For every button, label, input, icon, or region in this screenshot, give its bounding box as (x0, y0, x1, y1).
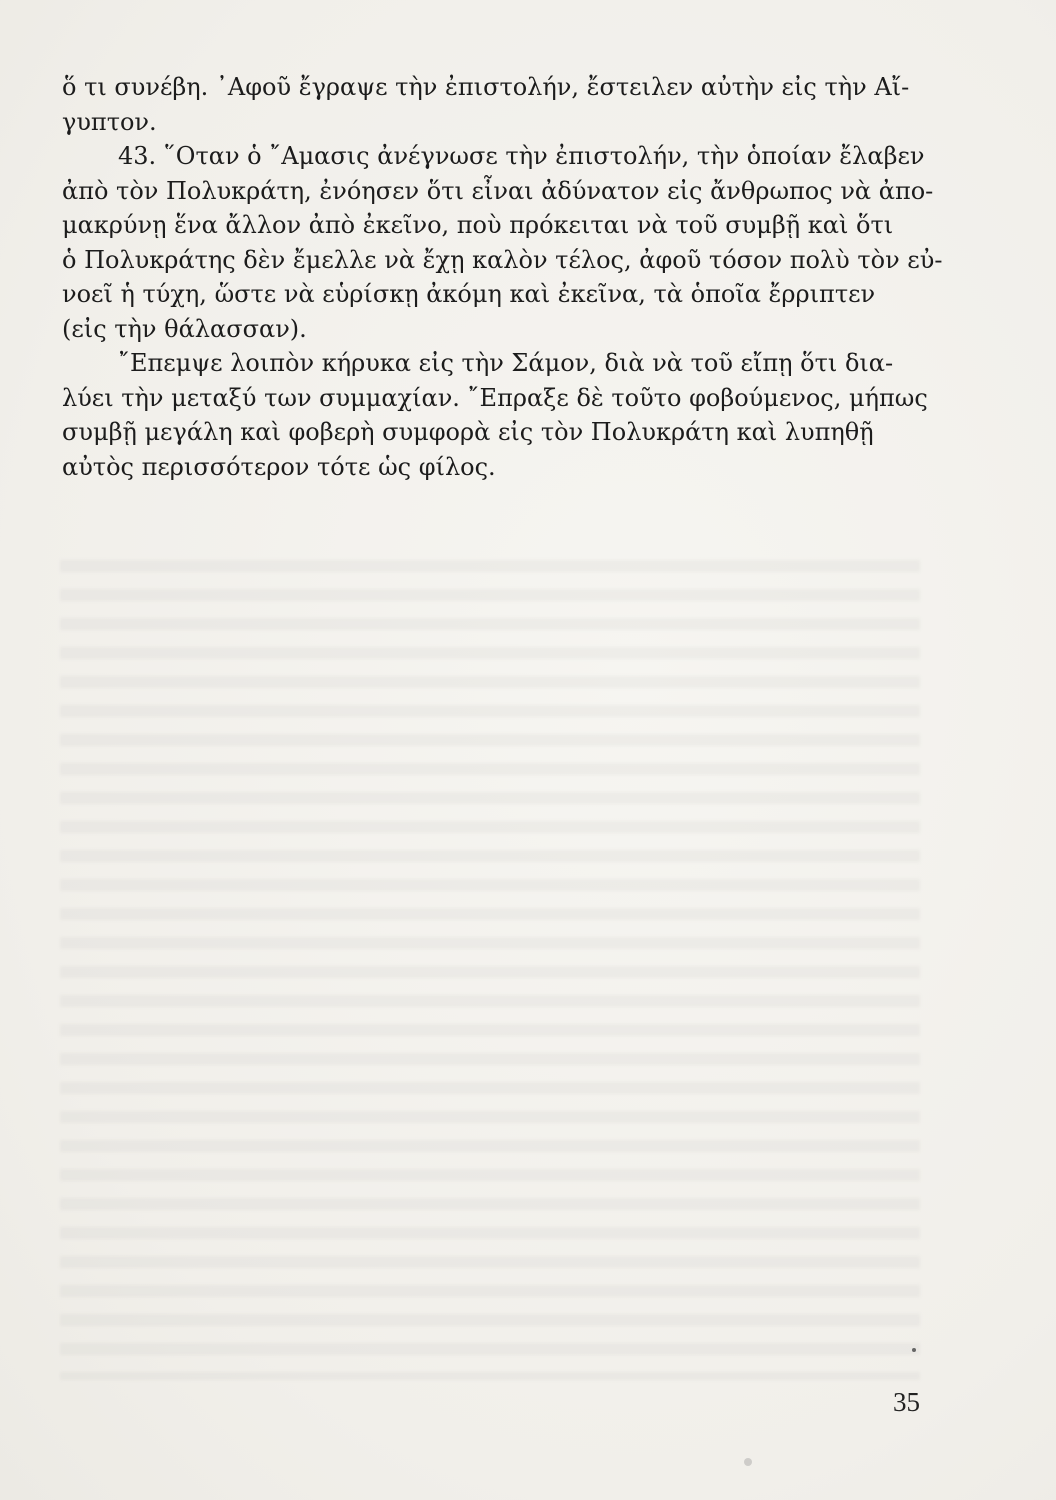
text-line: ὅ τι συνέβη. ᾿Αφοῦ ἔγραψε τὴν ἐπιστολήν, ἔστειλεν αὐτὴν εἰς τὴν Αἴ- (62, 73, 910, 101)
text-line: ῎Επεμψε λοιπὸν κήρυκα εἰς τὴν Σάμον, διὰ νὰ τοῦ εἴπῃ ὅτι δια- (118, 349, 894, 377)
paper-speck (744, 1458, 752, 1466)
text-line: γυπτον. (62, 107, 157, 136)
paragraph-3 (62, 346, 928, 484)
text-line: (εἰς τὴν θάλασσαν). (62, 314, 307, 343)
text-line: ἀπὸ τὸν Πολυκράτη, ἐνόησεν ὅτι εἶναι ἀδύνατον εἰς ἄνθρωπος νὰ ἀπο- (62, 176, 934, 205)
page-number: 35 (893, 1387, 920, 1417)
text-line: 43. ῞Οταν ὁ ῎Αμασις ἀνέγνωσε τὴν ἐπιστολήν, τὴν ὁποίαν ἔλαβεν (118, 142, 925, 170)
body-text (62, 70, 943, 484)
text-line: μακρύνῃ ἕνα ἄλλον ἀπὸ ἐκεῖνο, ποὺ πρόκειται νὰ τοῦ συμβῇ καὶ ὅτι (62, 211, 894, 239)
text-line: αὐτὸς περισσότερον τότε ὡς φίλος. (62, 452, 496, 481)
text-line: συμβῇ μεγάλη καὶ φοβερὴ συμφορὰ εἰς τὸν Πολυκράτη καὶ λυπηθῇ (62, 418, 874, 446)
text-line: ὁ Πολυκράτης δὲν ἔμελλε νὰ ἔχῃ καλὸν τέλος, ἀφοῦ τόσον πολὺ τὸν εὐ- (62, 245, 943, 274)
ink-dot (912, 1348, 916, 1352)
paragraph-1 (62, 70, 920, 139)
text-line: νοεῖ ἡ τύχη, ὥστε νὰ εὑρίσκῃ ἀκόμη καὶ ἐκεῖνα, τὰ ὁποῖα ἔρριπτεν (62, 280, 876, 308)
paragraph-43 (62, 139, 943, 346)
text-line: λύει τὴν μεταξύ των συμμαχίαν. ῎Επραξε δὲ τοῦτο φοβούμενος, μήπως (62, 383, 928, 412)
show-through-texture (60, 560, 920, 1380)
